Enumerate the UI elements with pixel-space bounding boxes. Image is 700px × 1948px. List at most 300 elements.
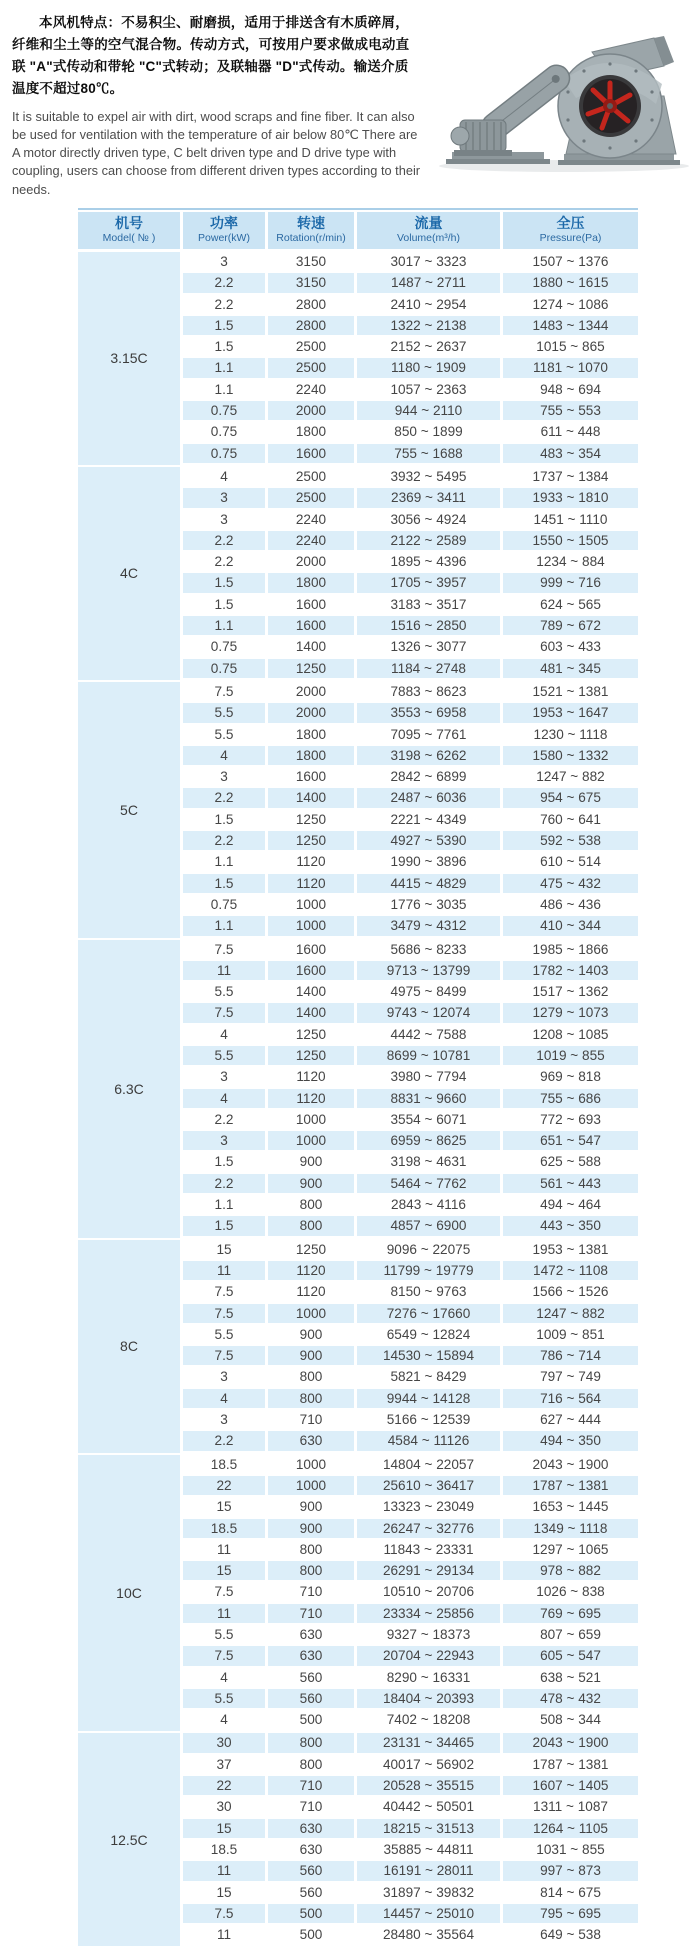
table-row [183, 595, 638, 614]
rotation-cell: 1600 [268, 616, 354, 635]
model-cell: 6.3C [78, 940, 180, 1238]
power-cell: 0.75 [183, 637, 265, 656]
table-row [183, 1646, 638, 1665]
rotation-cell: 710 [268, 1776, 354, 1795]
power-cell: 1.5 [183, 874, 265, 893]
table-row [183, 1195, 638, 1214]
table-row [183, 852, 638, 871]
power-cell: 1.5 [183, 573, 265, 592]
table-row [183, 1240, 638, 1259]
rotation-cell: 2240 [268, 380, 354, 399]
pressure-cell: 651 ~ 547 [503, 1131, 638, 1150]
pressure-cell: 638 ~ 521 [503, 1668, 638, 1687]
pressure-cell: 443 ~ 350 [503, 1216, 638, 1235]
pressure-cell: 1787 ~ 1381 [503, 1755, 638, 1774]
pressure-cell: 508 ~ 344 [503, 1710, 638, 1729]
rotation-cell: 1120 [268, 1282, 354, 1301]
pressure-cell: 2043 ~ 1900 [503, 1455, 638, 1474]
power-cell: 1.1 [183, 1195, 265, 1214]
pressure-cell: 1782 ~ 1403 [503, 961, 638, 980]
table-row [183, 1216, 638, 1235]
pressure-cell: 1009 ~ 851 [503, 1325, 638, 1344]
volume-cell: 6549 ~ 12824 [357, 1325, 500, 1344]
volume-cell: 14804 ~ 22057 [357, 1455, 500, 1474]
table-row [183, 874, 638, 893]
rotation-cell: 1800 [268, 573, 354, 592]
volume-cell: 1322 ~ 2138 [357, 316, 500, 335]
table-row [183, 1819, 638, 1838]
pressure-cell: 948 ~ 694 [503, 380, 638, 399]
rotation-cell: 1800 [268, 422, 354, 441]
table-row [183, 1304, 638, 1323]
pressure-cell: 605 ~ 547 [503, 1646, 638, 1665]
table-row [183, 1325, 638, 1344]
column-header-volume-zh: 流量 [414, 215, 443, 231]
power-cell: 2.2 [183, 831, 265, 850]
table-body [78, 252, 638, 1946]
table-row [183, 1755, 638, 1774]
volume-cell: 2152 ~ 2637 [357, 337, 500, 356]
volume-cell: 8699 ~ 10781 [357, 1046, 500, 1065]
rotation-cell: 560 [268, 1668, 354, 1687]
table-row [183, 401, 638, 420]
pressure-cell: 483 ~ 354 [503, 444, 638, 463]
power-cell: 15 [183, 1497, 265, 1516]
rotation-cell: 2000 [268, 552, 354, 571]
pressure-cell: 1653 ~ 1445 [503, 1497, 638, 1516]
model-cell: 8C [78, 1240, 180, 1453]
rotation-cell: 1250 [268, 1240, 354, 1259]
table-section [78, 467, 638, 680]
rotation-cell: 2240 [268, 510, 354, 529]
volume-cell: 850 ~ 1899 [357, 422, 500, 441]
power-cell: 11 [183, 1861, 265, 1880]
volume-cell: 9743 ~ 12074 [357, 1003, 500, 1022]
rotation-cell: 1000 [268, 1131, 354, 1150]
table-row [183, 252, 638, 271]
rotation-cell: 800 [268, 1755, 354, 1774]
column-header-power-zh: 功率 [210, 215, 238, 231]
volume-cell: 4927 ~ 5390 [357, 831, 500, 850]
table-row [183, 316, 638, 335]
spec-table [78, 208, 638, 1946]
power-cell: 1.1 [183, 616, 265, 635]
power-cell: 7.5 [183, 940, 265, 959]
power-cell: 4 [183, 1089, 265, 1108]
pressure-cell: 1737 ~ 1384 [503, 467, 638, 486]
rotation-cell: 1250 [268, 1046, 354, 1065]
table-row [183, 1455, 638, 1474]
pressure-cell: 789 ~ 672 [503, 616, 638, 635]
table-row [183, 1582, 638, 1601]
rotation-cell: 800 [268, 1540, 354, 1559]
table-row [183, 273, 638, 292]
power-cell: 5.5 [183, 982, 265, 1001]
volume-cell: 1895 ~ 4396 [357, 552, 500, 571]
volume-cell: 20528 ~ 35515 [357, 1776, 500, 1795]
power-cell: 3 [183, 1410, 265, 1429]
volume-cell: 2410 ~ 2954 [357, 295, 500, 314]
rotation-cell: 1120 [268, 1067, 354, 1086]
volume-cell: 8290 ~ 16331 [357, 1668, 500, 1687]
pressure-cell: 716 ~ 564 [503, 1389, 638, 1408]
power-cell: 1.1 [183, 380, 265, 399]
table-row [183, 1689, 638, 1708]
rotation-cell: 1400 [268, 1003, 354, 1022]
power-cell: 0.75 [183, 659, 265, 678]
volume-cell: 1705 ~ 3957 [357, 573, 500, 592]
rotation-cell: 1600 [268, 444, 354, 463]
volume-cell: 18215 ~ 31513 [357, 1819, 500, 1838]
pressure-cell: 1031 ~ 855 [503, 1840, 638, 1859]
table-row [183, 1797, 638, 1816]
power-cell: 37 [183, 1755, 265, 1774]
power-cell: 11 [183, 1261, 265, 1280]
pressure-cell: 1787 ~ 1381 [503, 1476, 638, 1495]
volume-cell: 1516 ~ 2850 [357, 616, 500, 635]
table-row [183, 1733, 638, 1752]
power-cell: 22 [183, 1776, 265, 1795]
power-cell: 3 [183, 1067, 265, 1086]
volume-cell: 3479 ~ 4312 [357, 916, 500, 935]
pressure-cell: 978 ~ 882 [503, 1561, 638, 1580]
rotation-cell: 1000 [268, 1304, 354, 1323]
volume-cell: 8831 ~ 9660 [357, 1089, 500, 1108]
power-cell: 5.5 [183, 1046, 265, 1065]
volume-cell: 9327 ~ 18373 [357, 1625, 500, 1644]
rotation-cell: 800 [268, 1561, 354, 1580]
volume-cell: 14457 ~ 25010 [357, 1904, 500, 1923]
centrifugal-fan-illustration [414, 26, 696, 174]
pressure-cell: 1234 ~ 884 [503, 552, 638, 571]
volume-cell: 944 ~ 2110 [357, 401, 500, 420]
table-row [183, 940, 638, 959]
volume-cell: 1990 ~ 3896 [357, 852, 500, 871]
power-cell: 3 [183, 1131, 265, 1150]
rotation-cell: 900 [268, 1497, 354, 1516]
power-cell: 2.2 [183, 273, 265, 292]
pressure-cell: 1208 ~ 1085 [503, 1025, 638, 1044]
rotation-cell: 2500 [268, 488, 354, 507]
pressure-cell: 1349 ~ 1118 [503, 1519, 638, 1538]
volume-cell: 2221 ~ 4349 [357, 810, 500, 829]
pressure-cell: 625 ~ 588 [503, 1152, 638, 1171]
volume-cell: 6959 ~ 8625 [357, 1131, 500, 1150]
model-cell: 10C [78, 1455, 180, 1732]
rotation-cell: 500 [268, 1925, 354, 1944]
rotation-cell: 1400 [268, 637, 354, 656]
power-cell: 1.5 [183, 1216, 265, 1235]
volume-cell: 3554 ~ 6071 [357, 1110, 500, 1129]
rotation-cell: 2000 [268, 682, 354, 701]
table-row [183, 295, 638, 314]
table-row [183, 637, 638, 656]
power-cell: 7.5 [183, 1346, 265, 1365]
pressure-cell: 1297 ~ 1065 [503, 1540, 638, 1559]
power-cell: 0.75 [183, 444, 265, 463]
rotation-cell: 900 [268, 1325, 354, 1344]
power-cell: 4 [183, 467, 265, 486]
pressure-cell: 1451 ~ 1110 [503, 510, 638, 529]
rotation-cell: 1120 [268, 1089, 354, 1108]
rotation-cell: 2500 [268, 337, 354, 356]
power-cell: 11 [183, 961, 265, 980]
power-cell: 7.5 [183, 1582, 265, 1601]
volume-cell: 28480 ~ 35564 [357, 1925, 500, 1944]
model-cell: 4C [78, 467, 180, 680]
table-section [78, 252, 638, 465]
table-row [183, 380, 638, 399]
power-cell: 1.5 [183, 316, 265, 335]
rotation-cell: 1600 [268, 767, 354, 786]
pressure-cell: 1247 ~ 882 [503, 767, 638, 786]
rotation-cell: 1250 [268, 831, 354, 850]
table-row [183, 788, 638, 807]
power-cell: 7.5 [183, 1904, 265, 1923]
rotation-cell: 2800 [268, 295, 354, 314]
rotation-cell: 1600 [268, 940, 354, 959]
rotation-cell: 1600 [268, 961, 354, 980]
pressure-cell: 1880 ~ 1615 [503, 273, 638, 292]
table-row [183, 767, 638, 786]
column-header-pressure-en: Pressure(Pa) [539, 232, 602, 244]
table-section [78, 1733, 638, 1946]
pressure-cell: 1230 ~ 1118 [503, 725, 638, 744]
volume-cell: 4975 ~ 8499 [357, 982, 500, 1001]
table-row [183, 467, 638, 486]
table-section [78, 1240, 638, 1453]
table-section [78, 940, 638, 1238]
rotation-cell: 2800 [268, 316, 354, 335]
power-cell: 5.5 [183, 1625, 265, 1644]
power-cell: 4 [183, 1025, 265, 1044]
rotation-cell: 800 [268, 1195, 354, 1214]
power-cell: 5.5 [183, 1689, 265, 1708]
table-row [183, 1604, 638, 1623]
pressure-cell: 1264 ~ 1105 [503, 1819, 638, 1838]
rotation-cell: 560 [268, 1883, 354, 1902]
power-cell: 3 [183, 488, 265, 507]
rotation-cell: 1800 [268, 746, 354, 765]
volume-cell: 5686 ~ 8233 [357, 940, 500, 959]
rotation-cell: 1250 [268, 1025, 354, 1044]
table-header-row [78, 212, 638, 249]
table-section [78, 682, 638, 938]
pressure-cell: 1580 ~ 1332 [503, 746, 638, 765]
volume-cell: 2487 ~ 6036 [357, 788, 500, 807]
power-cell: 3 [183, 510, 265, 529]
power-cell: 15 [183, 1240, 265, 1259]
table-row [183, 659, 638, 678]
power-cell: 3 [183, 252, 265, 271]
table-row [183, 1840, 638, 1859]
power-cell: 18.5 [183, 1519, 265, 1538]
table-row [183, 961, 638, 980]
table-row [183, 1476, 638, 1495]
pressure-cell: 1483 ~ 1344 [503, 316, 638, 335]
pressure-cell: 2043 ~ 1900 [503, 1733, 638, 1752]
power-cell: 15 [183, 1819, 265, 1838]
pressure-cell: 1566 ~ 1526 [503, 1282, 638, 1301]
table-row [183, 1904, 638, 1923]
volume-cell: 2369 ~ 3411 [357, 488, 500, 507]
table-top-rule [78, 208, 638, 210]
volume-cell: 3017 ~ 3323 [357, 252, 500, 271]
rotation-cell: 2240 [268, 531, 354, 550]
column-header-rotation-zh: 转速 [297, 215, 325, 231]
pressure-cell: 624 ~ 565 [503, 595, 638, 614]
power-cell: 1.5 [183, 337, 265, 356]
column-header-model [78, 212, 180, 249]
rotation-cell: 630 [268, 1431, 354, 1450]
table-row [183, 1710, 638, 1729]
volume-cell: 3183 ~ 3517 [357, 595, 500, 614]
pressure-cell: 1026 ~ 838 [503, 1582, 638, 1601]
column-header-pressure-zh: 全压 [556, 215, 585, 231]
table-row [183, 916, 638, 935]
volume-cell: 13323 ~ 23049 [357, 1497, 500, 1516]
pressure-cell: 797 ~ 749 [503, 1367, 638, 1386]
rotation-cell: 1000 [268, 1476, 354, 1495]
pressure-cell: 999 ~ 716 [503, 573, 638, 592]
table-row [183, 1025, 638, 1044]
volume-cell: 5821 ~ 8429 [357, 1367, 500, 1386]
volume-cell: 3553 ~ 6958 [357, 703, 500, 722]
power-cell: 30 [183, 1733, 265, 1752]
power-cell: 18.5 [183, 1455, 265, 1474]
table-row [183, 725, 638, 744]
power-cell: 2.2 [183, 552, 265, 571]
pressure-cell: 603 ~ 433 [503, 637, 638, 656]
pressure-cell: 795 ~ 695 [503, 1904, 638, 1923]
power-cell: 1.1 [183, 358, 265, 377]
volume-cell: 10510 ~ 20706 [357, 1582, 500, 1601]
pressure-cell: 969 ~ 818 [503, 1067, 638, 1086]
rotation-cell: 900 [268, 1174, 354, 1193]
power-cell: 18.5 [183, 1840, 265, 1859]
volume-cell: 9096 ~ 22075 [357, 1240, 500, 1259]
volume-cell: 18404 ~ 20393 [357, 1689, 500, 1708]
table-row [183, 1431, 638, 1450]
rotation-cell: 800 [268, 1733, 354, 1752]
volume-cell: 1487 ~ 2711 [357, 273, 500, 292]
volume-cell: 35885 ~ 44811 [357, 1840, 500, 1859]
column-header-model-zh: 机号 [115, 215, 143, 231]
table-row [183, 1540, 638, 1559]
pressure-cell: 1507 ~ 1376 [503, 252, 638, 271]
table-row [183, 1089, 638, 1108]
power-cell: 2.2 [183, 1174, 265, 1193]
volume-cell: 14530 ~ 15894 [357, 1346, 500, 1365]
volume-cell: 16191 ~ 28011 [357, 1861, 500, 1880]
pressure-cell: 1607 ~ 1405 [503, 1776, 638, 1795]
pressure-cell: 807 ~ 659 [503, 1625, 638, 1644]
pressure-cell: 997 ~ 873 [503, 1861, 638, 1880]
rotation-cell: 500 [268, 1904, 354, 1923]
pressure-cell: 769 ~ 695 [503, 1604, 638, 1623]
rotation-cell: 1600 [268, 595, 354, 614]
power-cell: 1.1 [183, 852, 265, 871]
power-cell: 2.2 [183, 1110, 265, 1129]
rotation-cell: 800 [268, 1216, 354, 1235]
volume-cell: 2122 ~ 2589 [357, 531, 500, 550]
power-cell: 3 [183, 1367, 265, 1386]
volume-cell: 5166 ~ 12539 [357, 1410, 500, 1429]
power-cell: 1.1 [183, 916, 265, 935]
rotation-cell: 710 [268, 1582, 354, 1601]
volume-cell: 26247 ~ 32776 [357, 1519, 500, 1538]
power-cell: 2.2 [183, 788, 265, 807]
column-header-power [183, 212, 265, 249]
model-cell: 3.15C [78, 252, 180, 465]
power-cell: 11 [183, 1604, 265, 1623]
pressure-cell: 760 ~ 641 [503, 810, 638, 829]
pressure-cell: 1550 ~ 1505 [503, 531, 638, 550]
power-cell: 4 [183, 746, 265, 765]
power-cell: 2.2 [183, 295, 265, 314]
pressure-cell: 1015 ~ 865 [503, 337, 638, 356]
rotation-cell: 1400 [268, 982, 354, 1001]
intro-paragraph-en: It is suitable to expel air with dirt, wood scraps and fine fiber. It can also be used for ventilation with the temperature of air below 80℃ There are A motor directly driven type, C belt driven type and D drive type with coupling, users can choose from different driven types according to their needs. [12, 109, 421, 197]
volume-cell: 3980 ~ 7794 [357, 1067, 500, 1086]
table-row [183, 1152, 638, 1171]
power-cell: 0.75 [183, 401, 265, 420]
volume-cell: 11799 ~ 19779 [357, 1261, 500, 1280]
volume-cell: 1776 ~ 3035 [357, 895, 500, 914]
table-row [183, 573, 638, 592]
table-row [183, 1046, 638, 1065]
intro-section [0, 0, 700, 208]
power-cell: 0.75 [183, 422, 265, 441]
rotation-cell: 710 [268, 1797, 354, 1816]
volume-cell: 1180 ~ 1909 [357, 358, 500, 377]
rotation-cell: 800 [268, 1389, 354, 1408]
volume-cell: 1184 ~ 2748 [357, 659, 500, 678]
power-cell: 7.5 [183, 1304, 265, 1323]
volume-cell: 25610 ~ 36417 [357, 1476, 500, 1495]
pressure-cell: 649 ~ 538 [503, 1925, 638, 1944]
table-row [183, 810, 638, 829]
volume-cell: 3198 ~ 6262 [357, 746, 500, 765]
table-row [183, 746, 638, 765]
table-row [183, 337, 638, 356]
rotation-cell: 1000 [268, 1110, 354, 1129]
table-row [183, 1346, 638, 1365]
rotation-cell: 1250 [268, 659, 354, 678]
rotation-cell: 2500 [268, 358, 354, 377]
table-row [183, 1367, 638, 1386]
pressure-cell: 592 ~ 538 [503, 831, 638, 850]
column-header-rotation-en: Rotation(r/min) [276, 232, 346, 244]
table-row [183, 831, 638, 850]
pressure-cell: 1274 ~ 1086 [503, 295, 638, 314]
table-row [183, 422, 638, 441]
rotation-cell: 1120 [268, 874, 354, 893]
rotation-cell: 1120 [268, 1261, 354, 1280]
power-cell: 1.5 [183, 595, 265, 614]
power-cell: 1.5 [183, 810, 265, 829]
power-cell: 4 [183, 1389, 265, 1408]
rotation-cell: 3150 [268, 273, 354, 292]
volume-cell: 7883 ~ 8623 [357, 682, 500, 701]
column-header-power-en: Power(kW) [198, 232, 250, 244]
volume-cell: 2842 ~ 6899 [357, 767, 500, 786]
rotation-cell: 900 [268, 1152, 354, 1171]
volume-cell: 4415 ~ 4829 [357, 874, 500, 893]
volume-cell: 40017 ~ 56902 [357, 1755, 500, 1774]
power-cell: 15 [183, 1883, 265, 1902]
volume-cell: 4857 ~ 6900 [357, 1216, 500, 1235]
